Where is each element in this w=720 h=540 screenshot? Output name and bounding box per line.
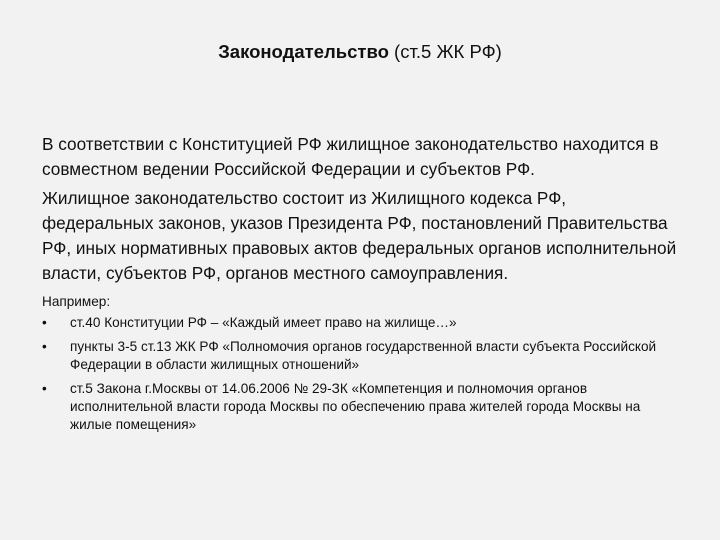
list-item: [42, 338, 682, 374]
example-label: Например:: [42, 294, 111, 309]
slide-title-bold: Законодательство: [218, 41, 389, 62]
paragraph-jurisdiction: В соответствии с Конституцией РФ жилищное законодательство находится в совместном ведении Российской Федерации и субъектов РФ.: [42, 134, 659, 179]
paragraph-composition: Жилищное законодательство состоит из Жилищного кодекса РФ, федеральных законов, указов Президента РФ, постановлений Правительства РФ, иных нормативных правовых актов федеральных органов исполнительной власти, субъектов РФ, органов местного самоуправления.: [42, 188, 677, 283]
list-item: [42, 380, 682, 434]
list-item-text: ст.5 Закона г.Москвы от 14.06.2006 № 29-ЗК «Компетенция и полномочия органов исполнительной власти города Москвы по обеспечению права жителей города Москвы на жилые помещения»: [70, 381, 641, 432]
bullet-icon: •: [42, 339, 47, 354]
list-item-text: пункты 3-5 ст.13 ЖК РФ «Полномочия органов государственной власти субъекта Российской Федерации в области жилищных отношений»: [70, 339, 657, 372]
list-item: [42, 314, 682, 332]
bullet-icon: •: [42, 381, 47, 396]
slide-title-reference: (ст.5 ЖК РФ): [388, 41, 502, 62]
slide-body: [42, 132, 682, 440]
slide-title: [0, 39, 720, 65]
example-list: [42, 314, 682, 434]
list-item-text: ст.40 Конституции РФ – «Каждый имеет право на жилище…»: [70, 315, 457, 330]
bullet-icon: •: [42, 315, 47, 330]
